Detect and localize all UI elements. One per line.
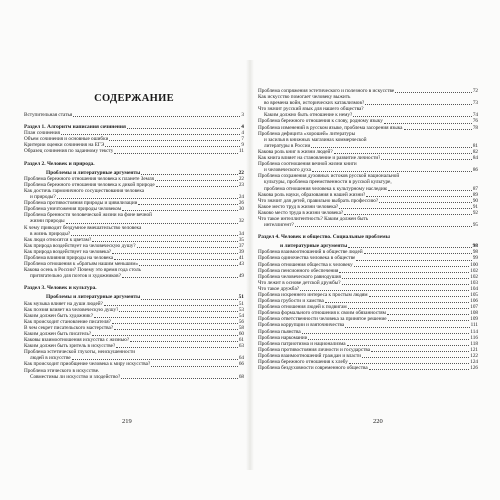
toc-entry-line: Проблема этического в искусстве.	[24, 367, 100, 374]
dot-leader	[334, 153, 472, 154]
toc-entry-title: Каким должен быть художник?	[24, 312, 93, 319]
dot-leader	[345, 327, 469, 328]
toc-page-number: 102	[470, 273, 478, 280]
dot-leader	[141, 299, 237, 300]
toc-page-number: 51	[238, 300, 244, 307]
toc-page-number: 72	[472, 88, 478, 94]
toc-page-number: 4	[241, 130, 244, 137]
toc-page-number: 81	[472, 142, 478, 149]
dot-leader	[364, 253, 472, 254]
toc-entry-title: Проблема уничтожения природы человеком	[24, 206, 122, 213]
toc-page-number: 92	[472, 209, 478, 216]
toc-entry-title: Что значит для детей, правильно выбрать профессию?	[258, 197, 379, 204]
dot-leader	[141, 174, 237, 175]
toc-page-number: 22	[238, 169, 244, 176]
dot-leader	[105, 146, 240, 147]
toc-page-number: 95	[472, 222, 478, 229]
dot-leader	[325, 302, 469, 303]
toc-entry-title: Проблема бережного отношения человека к дикой природе	[24, 181, 155, 188]
dot-leader	[112, 323, 238, 324]
toc-page-number: 76	[472, 118, 478, 125]
dot-leader	[369, 296, 470, 297]
toc-entry-title: Раздел 1. Алгоритм написания сочинения	[24, 124, 126, 131]
toc-entry-title: Каким должно быть отношение к нему?	[264, 112, 353, 119]
toc-page-number: 82	[472, 148, 478, 155]
page-number-right: 220	[373, 418, 383, 425]
toc-page-number: 4	[241, 124, 244, 131]
left-page	[24, 93, 244, 380]
dot-leader	[356, 260, 471, 261]
dot-leader	[139, 265, 238, 266]
toc-entry-title: Как происходит становление писателя?	[24, 318, 111, 325]
toc-page-number: 124	[470, 359, 478, 366]
toc-entry-title: притягательно для поэтов и художников?	[30, 273, 121, 280]
toc-page-number: 108	[470, 310, 478, 317]
dot-leader	[122, 277, 238, 278]
toc-page-number: 121	[470, 346, 478, 353]
toc-page-number: 99	[472, 255, 478, 262]
dot-leader	[366, 196, 472, 197]
toc-entry-title: Критерии оценки сочинения на ЕГЭ	[24, 142, 105, 149]
dot-leader	[362, 357, 469, 358]
toc-page-number: 89	[472, 191, 478, 198]
toc-page-number: 102	[470, 267, 478, 274]
toc-entry-line: Что значит русский язык для нашего общества?	[258, 106, 364, 113]
left-toc	[24, 112, 244, 380]
toc-entry-title: Совместимы ли искусство и злодейство?	[30, 373, 121, 380]
toc-entry-title: Образец сочинения по заданному тексту	[24, 148, 114, 155]
dot-leader	[127, 128, 240, 129]
toc-entry-title: Проблема бережного отношения человека к планете Земля	[24, 175, 154, 182]
dot-leader	[138, 204, 237, 205]
toc-entry-title: Проблема искреннего интереса к простым людям	[258, 292, 368, 298]
dot-leader	[73, 116, 240, 117]
toc-page-number: 105	[470, 292, 478, 298]
right-toc	[258, 88, 478, 371]
toc-entry-title: Какова роль науки, образования в нашей жизни?	[258, 191, 366, 198]
toc-page-number: 126	[470, 365, 478, 372]
toc-entry-title: Проблема сопряжения эстетического и полезного в искусстве	[258, 88, 395, 94]
dot-leader	[349, 363, 469, 364]
toc-page-number: 84	[472, 155, 478, 162]
toc-page-number: 109	[470, 316, 478, 323]
toc-entry-title: людей в искусстве	[30, 355, 71, 362]
toc-page-number: 37	[238, 242, 244, 249]
toc-entry-line: Проблема соотношения вечной жизни книги	[258, 161, 357, 168]
toc-entry-title: Каким должен быть зритель в искусстве?	[24, 343, 116, 350]
toc-page-number: 32	[238, 218, 244, 225]
toc-page-number: 90	[472, 197, 478, 204]
toc-entry-title: Проблема грубости и хамства	[258, 298, 324, 305]
dot-leader	[57, 198, 238, 199]
toc-page-number: 64	[238, 355, 244, 362]
toc-entry-title: Проблема взаимоотношений в обществе людей	[258, 249, 363, 256]
toc-entry-title: Каким должен быть писатель?	[24, 331, 92, 337]
toc-entry-title: Проблема одиночества человека в обществе	[258, 255, 356, 262]
toc-page-number: 74	[472, 112, 478, 119]
toc-entry-title: Как музыка влияет на души людей?	[24, 300, 103, 307]
toc-page-number: 39	[238, 248, 244, 255]
dot-leader	[156, 186, 238, 187]
toc-page-number: 61	[238, 337, 244, 344]
toc-entry-title: Проблема патриотизма и национализма	[258, 340, 346, 347]
toc-page-number: 56	[238, 318, 244, 325]
dot-leader	[384, 123, 472, 124]
toc-entry-title: Как природа воздействует на человека?	[24, 248, 112, 255]
toc-page-number: 111	[470, 322, 478, 329]
toc-entry-title: Проблемы и литературные аргументы	[46, 294, 141, 301]
dot-leader	[300, 290, 469, 291]
toc-entry-title: В чем секрет писательского мастерства?	[24, 324, 114, 331]
dot-leader	[348, 247, 471, 248]
dot-leader	[365, 104, 472, 105]
dot-leader	[94, 317, 238, 318]
toc-page-number: 9	[241, 142, 244, 149]
toc-page-number: 100	[470, 261, 478, 268]
toc-entry-title: Проблема отношения общества к человеку	[258, 261, 353, 268]
dot-leader	[137, 247, 238, 248]
toc-entry-line: Как искусство помогает человеку выжить	[258, 94, 351, 101]
dot-leader	[302, 333, 470, 334]
toc-page-number: 3	[241, 112, 244, 118]
dot-leader	[354, 266, 469, 267]
toc-entry-title: и природы?	[30, 194, 56, 201]
dot-leader	[348, 308, 470, 309]
toc-entry-title: Проблема наркомании	[258, 334, 308, 341]
toc-page-number: 7	[241, 136, 244, 143]
dot-leader	[112, 253, 238, 254]
toc-entry-line: Проблема сохранения духовных истоков русской национальной	[258, 173, 400, 180]
toc-page-number: 63	[238, 343, 244, 350]
dot-leader	[388, 190, 471, 191]
toc-entry-line: Проблема эстетической глухоты, неискушенности	[24, 349, 136, 356]
toc-page-number: 30	[238, 206, 244, 213]
toc-page-number: 51	[238, 294, 244, 301]
toc-page-number: 116	[470, 334, 478, 341]
book-gutter	[246, 60, 254, 470]
toc-page-number: 118	[470, 340, 478, 347]
dot-leader	[155, 180, 238, 181]
toc-page-number: 54	[238, 312, 244, 319]
toc-entry-title: Проблема бережного отношения к хлебу	[258, 359, 348, 366]
toc-page-number: 78	[472, 124, 478, 131]
toc-page-number: 68	[238, 373, 244, 380]
toc-entry-title: План сочинения	[24, 130, 60, 137]
toc-entry-title: Проблема противостояния личности и государства	[258, 346, 371, 353]
toc-entry	[258, 365, 478, 371]
toc-page-number: 66	[238, 361, 244, 368]
toc-page-number: 11	[239, 148, 244, 155]
toc-page-number: 34	[238, 230, 244, 237]
toc-page-number: 91	[472, 203, 478, 210]
toc-page-number: 103	[470, 279, 478, 286]
page-number-left: 219	[122, 418, 132, 425]
dot-leader	[109, 140, 240, 141]
toc-page-number: 24	[238, 194, 244, 201]
toc-page-number: 26	[238, 200, 244, 207]
toc-entry-continuation: и засилья в книжных магазинах коммерческой	[264, 136, 367, 143]
toc-entry-title: Проблема отношения людей к подвигам	[258, 304, 347, 311]
toc-entry-title: Проблема изменений в русском языке, проблема засорения языка	[258, 124, 403, 131]
toc-entry-title: Проблема пенсионного обеспечения	[258, 267, 339, 274]
toc-entry-continuation: культуры, проблема преемственности в русской культуре,	[264, 179, 392, 186]
dot-leader	[66, 223, 238, 224]
toc-entry-line: Проблема дефицита «хорошей» литературы	[258, 130, 356, 137]
toc-entry-title: Проблема отношения к «братьям нашим меньшим»	[24, 261, 139, 268]
toc-entry-line: К чему приводит бездумное вмешательство человека	[24, 224, 142, 231]
toc-page-number: 73	[472, 100, 478, 107]
section-title: Раздел 2. Человек и природа.	[24, 160, 95, 167]
toc-entry-title: во времена войн, исторических катаклизмов?	[264, 100, 365, 107]
toc-page-number: 98	[472, 243, 478, 250]
dot-leader	[353, 116, 471, 117]
dot-leader	[119, 311, 237, 312]
dot-leader	[71, 235, 238, 236]
right-page	[258, 88, 478, 371]
dot-leader	[379, 202, 472, 203]
dot-leader	[130, 341, 238, 342]
toc-entry-line: Проблема бренности человеческой жизни на фоне вечной	[24, 212, 152, 219]
toc-entry-title: интеллигент?	[264, 222, 294, 229]
toc-page-number: 60	[238, 331, 244, 337]
dot-leader	[347, 345, 470, 346]
toc-page-number: 35	[238, 236, 244, 243]
toc-entry-title: Вступительная статья	[24, 112, 73, 118]
toc-page-number: 86	[472, 167, 478, 174]
toc-entry-title: Как книга влияет на становление и развитие личности?	[258, 155, 381, 162]
dot-leader	[342, 284, 470, 285]
dot-leader	[151, 366, 238, 367]
toc-page-number: 43	[238, 261, 244, 268]
toc-entry-title: Как природа воздействует на человеческую душу?	[24, 242, 136, 249]
dot-leader	[339, 208, 472, 209]
section-title: Раздел 4. Человек и общество. Социальные проблемы	[258, 234, 390, 241]
dot-leader	[61, 134, 241, 135]
toc-entry-title: Что такое дружба?	[258, 285, 300, 292]
toc-entry-title: Какое место труд в жизни человека?	[258, 203, 339, 210]
dot-leader	[92, 335, 238, 336]
toc-entry-line: Как достичь гармоничного сосуществования человека	[24, 187, 145, 194]
toc-page-number: 107	[470, 304, 478, 311]
dot-leader	[404, 129, 472, 130]
dot-leader	[395, 92, 472, 93]
dot-leader	[311, 147, 472, 148]
toc-entry-title: литературы в России	[264, 142, 311, 149]
toc-entry-title: Проблема взаимоотношений граждан и власти	[258, 352, 362, 359]
contents-heading: СОДЕРЖАНИЕ	[94, 93, 174, 104]
toc-entry-title: Проблема бережного отношения к слову, родному языку	[258, 118, 383, 125]
toc-page-number: 49	[238, 273, 244, 280]
toc-entry-title: Проблема формального отношения к своим обязанностям	[258, 310, 386, 317]
toc-page-number: 22	[238, 175, 244, 182]
dot-leader	[339, 272, 469, 273]
toc-page-number: 41	[238, 254, 244, 261]
toc-entry-title: Проблема пьянства	[258, 328, 301, 335]
toc-entry-title: Проблема человеческого равнодушия	[258, 273, 341, 280]
toc-entry-title: Как поэзия влияет на человеческую душу?	[24, 306, 119, 313]
toc-page-number: 106	[470, 298, 478, 305]
toc-entry-title: проблема отношения человека к культурному наследию	[264, 185, 388, 192]
toc-entry-title: Проблема бездуховности современного общества	[258, 365, 368, 372]
toc-entry-title: Проблемы и литературные аргументы	[46, 169, 141, 176]
dot-leader	[381, 159, 471, 160]
toc-entry-title: Каковы взаимоотношения искусства с жизнью?	[24, 337, 130, 344]
toc-entry-title: Какова роль книг в жизни людей?	[258, 148, 333, 155]
dot-leader	[114, 153, 238, 154]
toc-entry-title: Что лежит в основе детской дружбы?	[258, 279, 341, 286]
toc-page-number: 23	[238, 181, 244, 188]
toc-entry-title: и человеческого духа	[264, 167, 311, 174]
toc-entry-line: Что такое интеллигентность? Каким должен быть	[258, 215, 369, 222]
toc-page-number: 87	[472, 185, 478, 192]
dot-leader	[388, 320, 470, 321]
toc-entry-line: Какова осень в России? Почему это время года столь	[24, 267, 141, 274]
toc-page-number: 122	[470, 352, 478, 359]
dot-leader	[308, 339, 469, 340]
toc-page-number: 58	[238, 324, 244, 331]
toc-entry-title: Каково место труда в жизни человека?	[258, 209, 344, 216]
dot-leader	[369, 369, 470, 370]
toc-entry-title: Проблема ответственности человека за принятое решение	[258, 316, 387, 323]
dot-leader	[72, 359, 238, 360]
toc-entry-title: и литературные аргументы	[280, 243, 348, 250]
toc-page-number: 53	[238, 306, 244, 313]
dot-leader	[342, 278, 469, 279]
toc-entry-title: жизни природы	[30, 218, 65, 225]
toc-entry	[24, 374, 244, 380]
toc-entry-title: Проблема противостояния природы и цивилизации	[24, 200, 138, 207]
dot-leader	[92, 241, 238, 242]
toc-entry-title: Объем сочинения и основные ошибки	[24, 136, 109, 143]
section-title: Раздел 3. Человек и культура.	[24, 285, 97, 292]
dot-leader	[121, 378, 238, 379]
dot-leader	[295, 226, 472, 227]
dot-leader	[387, 314, 469, 315]
toc-entry-title: Как люди относятся к цветам?	[24, 236, 92, 243]
toc-entry-title: Проблема коррупции и взяточничества	[258, 322, 345, 329]
dot-leader	[104, 305, 238, 306]
toc-page-number: 104	[470, 285, 478, 292]
dot-leader	[344, 214, 472, 215]
dot-leader	[114, 259, 238, 260]
dot-leader	[371, 351, 469, 352]
toc-page-number: 98	[472, 249, 478, 256]
toc-page-number: 114	[470, 328, 478, 335]
toc-entry-title: Проблема влияния природы на человека	[24, 254, 114, 261]
toc-entry-title: в жизнь природы?	[30, 230, 71, 237]
dot-leader	[114, 329, 238, 330]
toc-entry-title: Как происходит приобщение человека к миру искусства?	[24, 361, 151, 368]
